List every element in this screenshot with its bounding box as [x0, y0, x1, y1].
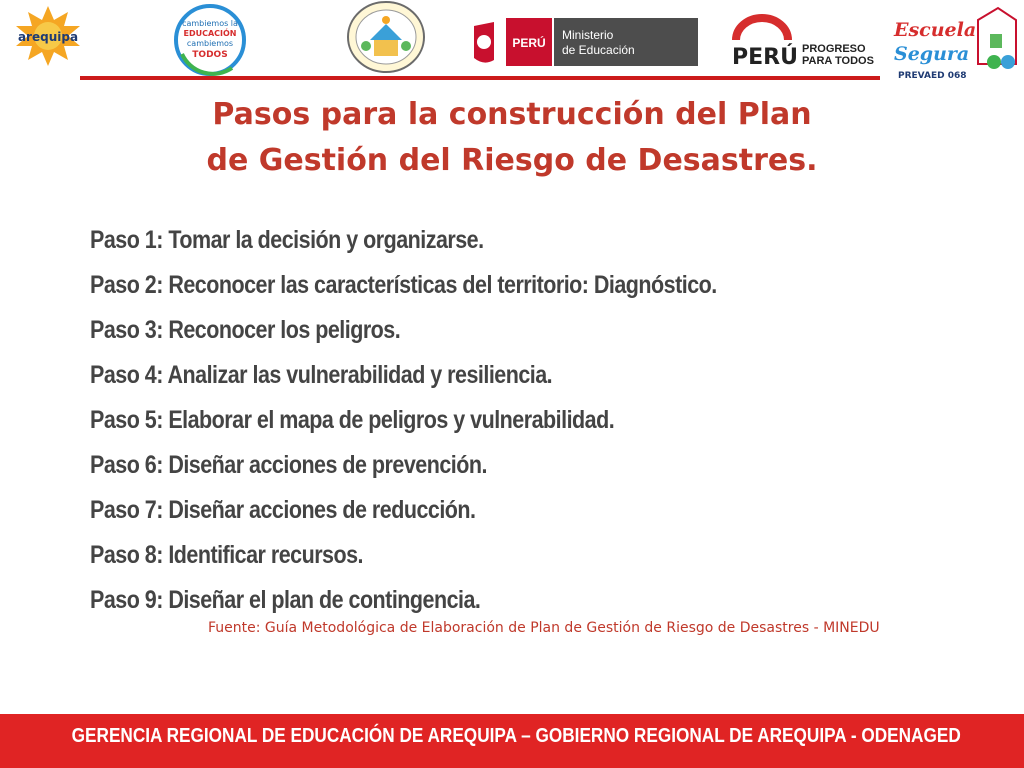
step-1: Paso 1: Tomar la decisión y organizarse. [90, 226, 484, 254]
arequipa-sun-logo [8, 4, 88, 68]
escuela-segura-logo [890, 4, 1020, 84]
footer-text: GERENCIA REGIONAL DE EDUCACIÓN DE AREQUIPA – GOBIERNO REGIONAL DE AREQUIPA - ODENAGED [71, 725, 961, 747]
cambiemos-line2: EDUCACIÓN [183, 29, 237, 38]
cambiemos-line1: cambiemos la [182, 19, 238, 28]
step-5: Paso 5: Elaborar el mapa de peligros y vulnerabilidad. [90, 406, 615, 434]
source-citation: Fuente: Guía Metodológica de Elaboración de Plan de Gestión de Riesgo de Desastres - MINEDU [208, 620, 880, 636]
peru-progreso-line2: PARA TODOS [802, 55, 874, 67]
minedu-country: PERÚ [512, 36, 546, 50]
step-6: Paso 6: Diseñar acciones de prevención. [90, 451, 487, 479]
header-divider [80, 76, 880, 80]
step-3: Paso 3: Reconocer los peligros. [90, 316, 401, 344]
cambiemos-line4: TODOS [192, 50, 228, 60]
logo-bar [0, 0, 1024, 84]
cambiemos-line3: cambiemos [186, 39, 234, 48]
step-4: Paso 4: Analizar las vulnerabilidad y resiliencia. [90, 361, 553, 389]
footer-bar [0, 714, 1024, 768]
escuela-tag: PREVAED 068 [898, 71, 967, 81]
peru-progreso-line1: PROGRESO [802, 43, 866, 55]
page-title-line1: Pasos para la construcción del Plan [212, 97, 812, 132]
step-7: Paso 7: Diseñar acciones de reducción. [90, 496, 476, 524]
step-8: Paso 8: Identificar recursos. [90, 541, 364, 569]
peru-progreso-brand: PERÚ [732, 45, 798, 70]
steps-list [90, 218, 990, 623]
minedu-line2: de Educación [562, 43, 635, 57]
school-seal-logo [344, 0, 428, 74]
escuela-line2: Segura [894, 43, 970, 65]
arequipa-logo-text: arequipa [17, 30, 79, 44]
escuela-line1: Escuela [894, 19, 977, 41]
step-2: Paso 2: Reconocer las características del territorio: Diagnóstico. [90, 271, 717, 299]
minedu-line1: Ministerio [562, 28, 614, 42]
peru-progreso-logo [730, 14, 876, 70]
cambiemos-educacion-logo [172, 2, 248, 78]
peru-ministerio-logo [470, 16, 700, 68]
page-title-line2: de Gestión del Riesgo de Desastres. [206, 143, 818, 178]
step-9: Paso 9: Diseñar el plan de contingencia. [90, 586, 481, 614]
